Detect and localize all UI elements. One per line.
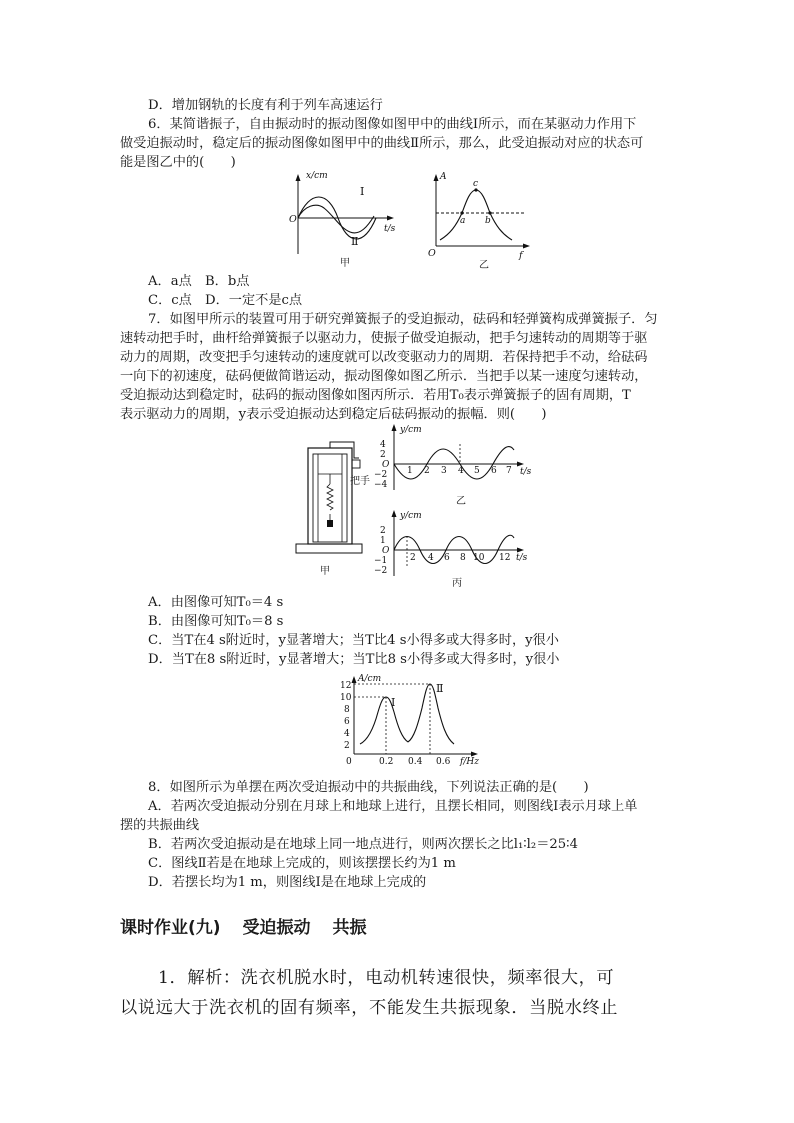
- q7-yi-ytick-neg2: −2: [374, 470, 388, 480]
- q7-figure-bing: [372, 508, 540, 590]
- q6-yi-point-c: c: [473, 179, 479, 189]
- q6-stem-line3: 能是图乙中的( ): [120, 155, 236, 170]
- q6-yi-point-b: b: [485, 216, 491, 226]
- q7-stem-line2: 速转动把手时，曲杆给弹簧振子以驱动力，使振子做受迫振动，把手匀速转动的周期等于驱: [120, 331, 648, 346]
- q6-jia-curve2-label: Ⅱ: [351, 235, 359, 248]
- q7-jia-caption: 甲: [320, 566, 330, 577]
- q7-bing-xtick-4: 4: [428, 553, 434, 563]
- q7-yi-caption: 乙: [456, 496, 466, 507]
- q6-stem-line1: 6．某简谐振子，自由振动时的振动图像如图甲中的曲线Ⅰ所示，而在某驱动力作用下: [148, 117, 637, 132]
- q6-options-cd: C．c点 D．一定不是c点: [148, 293, 303, 308]
- q8-fig-ytick-6: 6: [344, 717, 350, 727]
- q7-bing-ytick-neg1: −1: [374, 556, 388, 566]
- q7-stem-line1: 7．如图甲所示的装置可用于研究弹簧振子的受迫振动，砝码和轻弹簧构成弹簧振子．匀: [148, 312, 658, 327]
- q7-yi-xtick-7: 7: [506, 466, 512, 476]
- q7-bing-xtick-10: 10: [473, 553, 485, 563]
- q7-option-c: C．当T在4 s附近时，y显著增大；当T比4 s小得多或大得多时，y很小: [148, 633, 559, 648]
- q8-fig-ytick-10: 10: [340, 693, 352, 703]
- q7-bing-caption: 丙: [452, 578, 462, 589]
- q8-option-b: B．若两次受迫振动是在地球上同一地点进行，则两次摆长之比l₁∶l₂＝25∶4: [148, 837, 578, 852]
- q7-bing-ytick-2: 2: [380, 526, 386, 536]
- q8-option-a-line2: 摆的共振曲线: [120, 818, 200, 833]
- q8-resonance-figure: [330, 672, 490, 772]
- section-topic-resonance: 共振: [332, 918, 367, 938]
- q6-jia-curve1-label: Ⅰ: [360, 185, 365, 198]
- q6-jia-origin: O: [289, 214, 297, 225]
- q7-yi-ytick-neg4: −4: [374, 480, 388, 490]
- q8-fig-curve1-label: Ⅰ: [391, 696, 396, 709]
- q8-option-d: D．若摆长均为1 m，则图线Ⅰ是在地球上完成的: [148, 875, 427, 890]
- q8-fig-xlabel: f/Hz: [460, 757, 479, 767]
- q6-yi-ylabel: A: [440, 172, 447, 182]
- q6-figure-yi: [426, 170, 538, 270]
- q7-yi-xlabel: t/s: [520, 467, 532, 477]
- q8-fig-ytick-12: 12: [340, 681, 352, 691]
- q7-stem-line3: 动力的周期，改变把手匀速转动的速度就可以改变驱动力的周期．若保持把手不动，给砝码: [120, 350, 648, 365]
- q7-bing-xtick-8: 8: [460, 553, 466, 563]
- q8-stem: 8．如图所示为单摆在两次受迫振动中的共振曲线，下列说法正确的是( ): [148, 780, 589, 795]
- q7-yi-xtick-6: 6: [491, 466, 497, 476]
- q6-yi-xlabel: f: [519, 250, 523, 261]
- q7-bing-xtick-6: 6: [444, 553, 450, 563]
- q6-options-ab: A．a点 B．b点: [148, 274, 250, 289]
- q8-fig-xtick-0.4: 0.4: [408, 757, 423, 767]
- q7-bing-xtick-2: 2: [410, 553, 416, 563]
- q8-option-c: C．图线Ⅱ若是在地球上完成的，则该摆摆长约为1 m: [148, 856, 456, 871]
- q6-yi-caption: 乙: [479, 260, 489, 270]
- q5-option-d: D．增加钢轨的长度有利于列车高速运行: [148, 98, 383, 113]
- q7-bing-ylabel: y/cm: [400, 511, 422, 521]
- q8-fig-xtick-0.6: 0.6: [436, 757, 451, 767]
- q7-yi-ytick-4: 4: [380, 440, 386, 450]
- q7-yi-ytick-2: 2: [380, 450, 386, 460]
- answer-line1: 1．解析：洗衣机脱水时，电动机转速很快，频率很大，可: [158, 968, 615, 988]
- q7-yi-xtick-2: 2: [424, 466, 430, 476]
- q7-yi-xtick-3: 3: [441, 466, 447, 476]
- q7-bing-origin: O: [382, 546, 390, 556]
- q7-stem-line5: 受迫振动达到稳定时，砝码的振动图像如图丙所示．若用T₀表示弹簧振子的固有周期，T: [120, 388, 631, 403]
- q6-stem-line2: 做受迫振动时，稳定后的振动图像如图甲中的曲线Ⅱ所示，那么，此受迫振动对应的状态可: [120, 136, 644, 151]
- section-title: 课时作业(九): [120, 918, 221, 938]
- section-topic-forced-vibration: 受迫振动: [242, 918, 311, 938]
- q8-fig-ytick-4: 4: [344, 729, 350, 739]
- q7-stem-line6: 表示驱动力的周期，y表示受迫振动达到稳定后砝码振动的振幅．则( ): [120, 407, 547, 422]
- q8-fig-ylabel: A/cm: [358, 674, 382, 684]
- q7-bing-xlabel: t/s: [516, 553, 528, 563]
- q6-jia-caption: 甲: [340, 258, 350, 268]
- q7-yi-origin: O: [382, 460, 390, 470]
- q7-option-d: D．当T在8 s附近时，y显著增大；当T比8 s小得多或大得多时，y很小: [148, 652, 560, 667]
- q7-yi-xtick-4: 4: [458, 466, 464, 476]
- q8-fig-ytick-8: 8: [344, 705, 350, 715]
- q6-jia-ylabel: x/cm: [306, 171, 328, 181]
- q6-yi-point-a: a: [460, 216, 466, 226]
- q7-yi-ylabel: y/cm: [400, 425, 422, 435]
- q7-option-b: B．由图像可知T₀＝8 s: [148, 614, 284, 629]
- q6-jia-xlabel: t/s: [384, 224, 396, 234]
- q7-bing-xtick-12: 12: [499, 553, 511, 563]
- q7-jia-handle-label: 把手: [350, 476, 370, 487]
- q8-fig-ytick-2: 2: [344, 741, 350, 751]
- q7-yi-xtick-5: 5: [474, 466, 480, 476]
- section-header: [120, 913, 389, 938]
- q6-figure-jia: [288, 170, 408, 268]
- q8-fig-xtick-0.2: 0.2: [379, 757, 394, 767]
- q6-yi-origin: O: [428, 248, 436, 259]
- q7-bing-ytick-1: 1: [380, 536, 386, 546]
- q7-figure-jia-apparatus: [292, 440, 382, 578]
- q8-fig-curve2-label: Ⅱ: [436, 682, 444, 695]
- q7-stem-line4: 一向下的初速度，砝码便做简谐运动，振动图像如图乙所示．当把手以某一速度匀速转动，: [120, 369, 648, 384]
- q8-option-a-line1: A．若两次受迫振动分别在月球上和地球上进行，且摆长相同，则图线Ⅰ表示月球上单: [148, 799, 638, 814]
- q8-fig-origin: 0: [346, 757, 352, 767]
- q7-yi-xtick-1: 1: [407, 466, 413, 476]
- answer-line2: 以说远大于洗衣机的固有频率，不能发生共振现象．当脱水终止: [120, 998, 619, 1018]
- q7-bing-ytick-neg2: −2: [374, 566, 388, 576]
- q7-figure-yi: [372, 420, 540, 510]
- q7-option-a: A．由图像可知T₀＝4 s: [148, 595, 284, 610]
